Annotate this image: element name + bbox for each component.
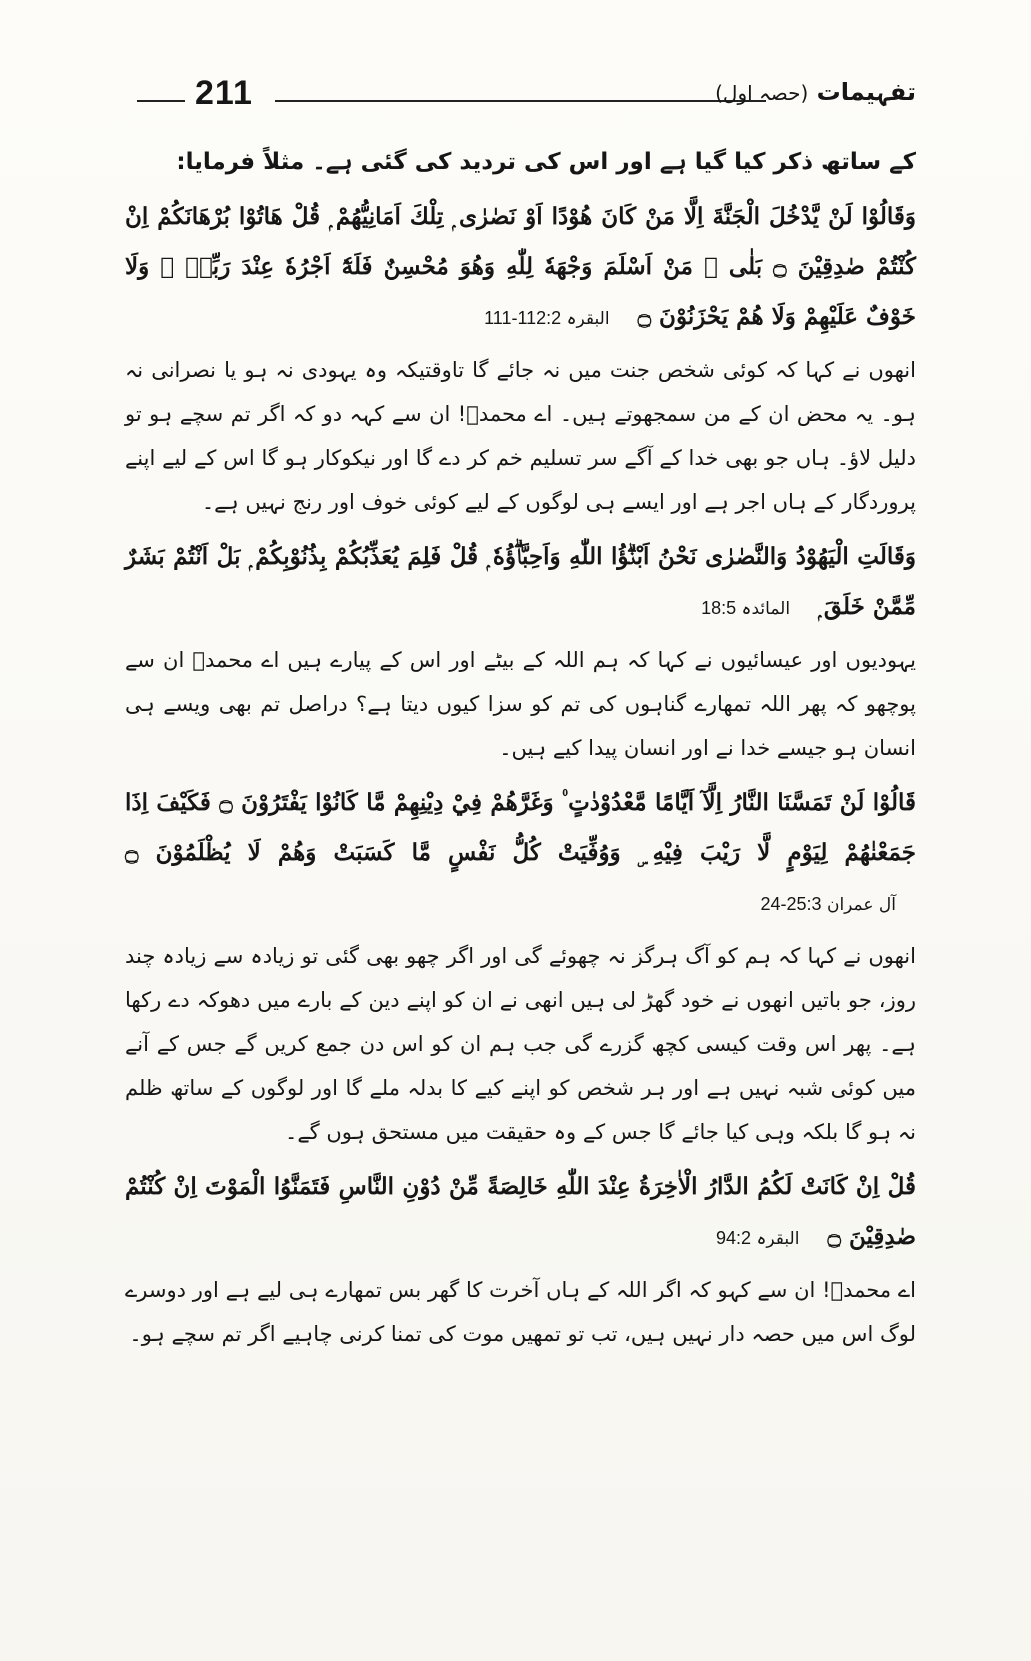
surah-name: البقرہ [756,1229,800,1249]
verse-reference [760,879,896,930]
verse-text: وَقَالُوْا لَنْ يَّدْخُلَ الْجَنَّةَ اِلَّا مَنْ كَانَ هُوْدًا اَوْ نَصٰرٰى ۭ تِلْكَ اَمَانِيُّهُمْ ۭ قُلْ هَاتُوْا بُرْهَانَكُمْ اِنْ كُنْتُمْ صٰدِقِيْنَ ۝ بَلٰى ۤ مَنْ اَسْلَمَ وَجْهَهٗ لِلّٰهِ وَهُوَ مُحْسِنٌ فَلَهٗٓ اَجْرُهٗ عِنْدَ رَبِّهٖ ۠ وَلَا خَوْفٌ عَلَيْهِمْ وَلَا هُمْ يَحْزَنُوْنَ ۝ [125,203,916,330]
translation-paragraph: انھوں نے کہا کہ کوئی شخص جنت میں نہ جائے گا تاوقتیکہ وہ یہودی نہ ہو یا نصرانی نہ ہو۔ یہ محض ان کے من سمجھوتے ہیں۔ اے محمدؐ! ان سے کہہ دو کہ اگر تم سچے ہو تو دلیل لاؤ۔ ہاں جو بھی خدا کے آگے سر تسلیم خم کر دے گا اور نیکوکار ہو گا اس کے لیے اپنے پروردگار کے ہاں اجر ہے اور ایسے ہی لوگوں کے لیے کوئی خوف اور رنج نہیں ہے۔ [125,358,916,514]
verse-numbers: 18:5 [701,598,737,618]
quran-verse [125,532,916,634]
passage-3 [125,778,916,1154]
page-header [125,70,916,130]
verse-numbers: 94:2 [716,1228,752,1248]
translation-paragraph: اے محمدؐ! ان سے کہو کہ اگر اللہ کے ہاں آخرت کا گھر بس تمھارے ہی لیے ہے اور دوسرے لوگ اس میں حصہ دار نہیں ہیں، تب تو تمھیں موت کی تمنا کرنی چاہیے اگر تم سچے ہو۔ [125,1278,916,1346]
passage-4 [125,1162,916,1356]
surah-name: المائدہ [741,599,791,619]
translation-paragraph: انھوں نے کہا کہ ہم کو آگ ہرگز نہ چھوئے گی اور اگر چھو بھی گئی تو زیادہ سے زیادہ چند روز، جو باتیں انھوں نے خود گھڑ لی ہیں انھی نے ان کو اپنے دین کے بارے میں دھوکہ دے رکھا ہے۔ پھر اس وقت کیسی کچھ گزرے گی جب ہم ان کو اس دن جمع کریں گے جس کے آنے میں کوئی شبہ نہیں ہے اور ہر شخص کو اپنے کیے کا بدلہ ملے گا اور لوگوں کے ساتھ ظلم نہ ہو گا بلکہ وہی کیا جائے گا جس کے وہ حقیقت میں مستحق ہوں گے۔ [125,944,916,1144]
quran-verse [125,192,916,344]
surah-name: آل عمران [826,895,896,915]
running-title [715,78,916,106]
header-rule-right [275,100,766,102]
passage-1 [125,192,916,524]
quran-verse [125,778,916,930]
verse-text: قُلْ اِنْ كَانَتْ لَكُمُ الدَّارُ الْاٰخِرَةُ عِنْدَ اللّٰهِ خَالِصَةً مِّنْ دُوْنِ النَّاسِ فَتَمَنَّوُا الْمَوْتَ اِنْ كُنْتُمْ صٰدِقِيْنَ ۝ [125,1173,916,1250]
quran-verse [125,1162,916,1264]
verse-reference [701,583,790,634]
page-number: 211 [195,74,253,112]
translation-paragraph: یہودیوں اور عیسائیوں نے کہا کہ ہم اللہ کے بیٹے اور اس کے پیارے ہیں اے محمدؐ ان سے پوچھو کہ پھر اللہ تمھارے گناہوں کی تم کو سزا کیوں دیتا ہے؟ دراصل تم بھی ویسے ہی انسان ہو جیسے خدا نے اور انسان پیدا کیے ہیں۔ [125,648,916,760]
part-label: (حصہ اول) [715,81,809,105]
book-title: تفہیمات [816,78,916,106]
header-rule-left [137,100,185,102]
surah-name: البقرہ [566,309,610,329]
verse-numbers: 24-25:3 [760,894,822,914]
verse-text: قَالُوْا لَنْ تَمَسَّنَا النَّارُ اِلَّآ اَيَّامًا مَّعْدُوْدٰتٍ ۠ وَغَرَّھُمْ فِيْ دِيْنِهِمْ مَّا كَانُوْا يَفْتَرُوْنَ ۝ فَكَيْفَ اِذَا جَمَعْنٰھُمْ لِيَوْمٍ لَّا رَيْبَ فِيْهِ ۣ وَوُفِّيَتْ كُلُّ نَفْسٍ مَّا كَسَبَتْ وَھُمْ لَا يُظْلَمُوْنَ ۝ [125,789,916,866]
page-content [125,140,916,1356]
verse-reference [484,293,609,344]
verse-text: وَقَالَتِ الْيَهُوْدُ وَالنَّصٰرٰى نَحْنُ اَبْنٰۗؤُا اللّٰهِ وَاَحِبَّاۗؤُهٗ ۭ قُلْ فَلِمَ يُعَذِّبُكُمْ بِذُنُوْبِكُمْ ۭ بَلْ اَنْتُمْ بَشَرٌ مِّمَّنْ خَلَقَ ۭ [125,543,916,620]
intro-line: کے ساتھ ذکر کیا گیا ہے اور اس کی تردید کی گئی ہے۔ مثلاً فرمایا: [176,149,916,175]
passage-2 [125,532,916,770]
verse-numbers: 111-112:2 [484,308,562,328]
verse-reference [716,1213,799,1264]
